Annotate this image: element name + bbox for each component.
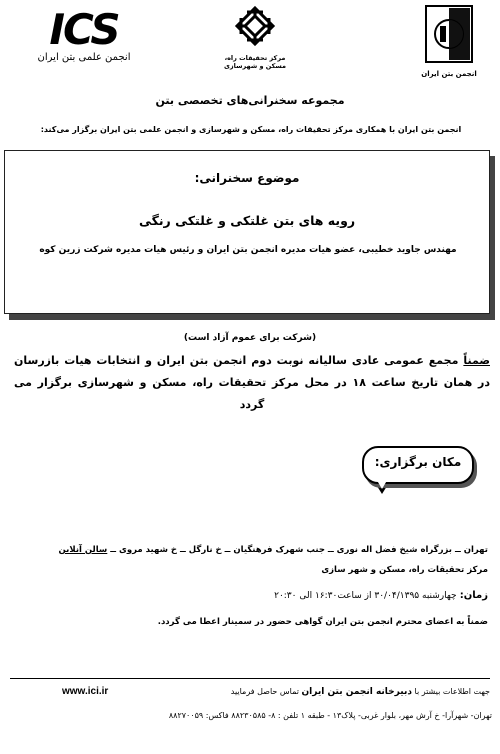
time-line bbox=[10, 590, 488, 601]
website-link[interactable]: www.ici.ir bbox=[62, 686, 109, 697]
venue-address-text: تهران ــ بزرگراه شیخ فضل اله نوری ــ جنب شهرک فرهنگیان ــ خ نارگل ــ خ شهید مروی ــ bbox=[110, 545, 488, 555]
topic-frame bbox=[4, 150, 490, 314]
ics-logo bbox=[24, 5, 144, 68]
contact-info bbox=[160, 687, 490, 697]
assembly-announcement bbox=[14, 350, 490, 416]
public-note: (شرکت برای عموم آزاد است) bbox=[183, 333, 317, 343]
intro-text: انجمن بتن ایران با همکاری مرکز تحقیقات راه، مسکن و شهرسازی و انجمن علمی بتن ایران برگزار می‌کند: bbox=[40, 125, 462, 134]
topic-title: رویه های بتن غلتکی و غلتکی رنگی bbox=[138, 213, 356, 228]
contact-prefix: جهت اطلاعات بیشتر با bbox=[414, 687, 490, 696]
callout-tail-inner bbox=[375, 477, 389, 489]
secretariat-name: دبیرخانه انجمن بتن ایران bbox=[301, 687, 412, 697]
assembly-prefix: ضمناً bbox=[463, 354, 490, 367]
ici-logo bbox=[404, 4, 494, 86]
topic-label: موضوع سخنرانی: bbox=[194, 171, 300, 185]
speaker-line: مهندس جاوید خطیبی، عضو هیات مدیره انجمن بتن ایران و رئیس هیات مدیره شرکت زرین کوه bbox=[39, 245, 457, 255]
footer-address: تهران- شهرآرا- خ آرش مهر، بلوار غربی- پلاک۱۳ - طبقه ۱ تلفن : ۸- ۸۸۲۳۰۵۸۵ فاکس: ۸۸۲۷۰۰۵۹ bbox=[168, 711, 492, 720]
series-title: مجموعه سخنرانی‌های تخصصی بتن bbox=[155, 94, 345, 107]
venue-address bbox=[10, 545, 488, 555]
bhrc-logo bbox=[220, 6, 290, 72]
bhrc-emblem-icon bbox=[220, 6, 290, 50]
time-label: زمان: bbox=[459, 590, 488, 601]
assembly-body: مجمع عمومی عادی سالیانه نوبت دوم انجمن بتن ایران و انتخابات هیات بازرسان در همان تاریخ ساعت ۱۸ در محل مرکز تحقیقات راه، مسکن و شهرسازی برگزار می گردد bbox=[14, 354, 490, 411]
ics-wordmark: ICS bbox=[49, 5, 119, 54]
footer-divider bbox=[10, 678, 490, 679]
venue-address-line2: مرکز تحقیقات راه، مسکن و شهر سازی bbox=[321, 565, 488, 575]
contact-suffix: تماس حاصل فرمایید bbox=[230, 687, 299, 696]
ics-logo-caption: انجمن علمی بتن ایران bbox=[37, 52, 131, 63]
venue-label: مکان برگزاری: bbox=[374, 455, 462, 469]
certificate-note: ضمناً به اعضای محترم انجمن بتن ایران گواهی حضور در سمینار اعطا می گردد. bbox=[157, 617, 488, 627]
ici-emblem-icon bbox=[404, 4, 494, 66]
bhrc-logo-caption: مرکز تحقیقات راه، مسکن و شهرسازی bbox=[223, 54, 287, 70]
time-value: چهارشنبه ۳۰/۰۴/۱۳۹۵ از ساعت۱۶:۳۰ الی ۲۰:۳۰ bbox=[274, 591, 457, 601]
online-hall-link[interactable]: سالن آنلاین bbox=[58, 545, 108, 555]
ici-logo-caption: انجمن بتن ایران bbox=[421, 70, 477, 78]
